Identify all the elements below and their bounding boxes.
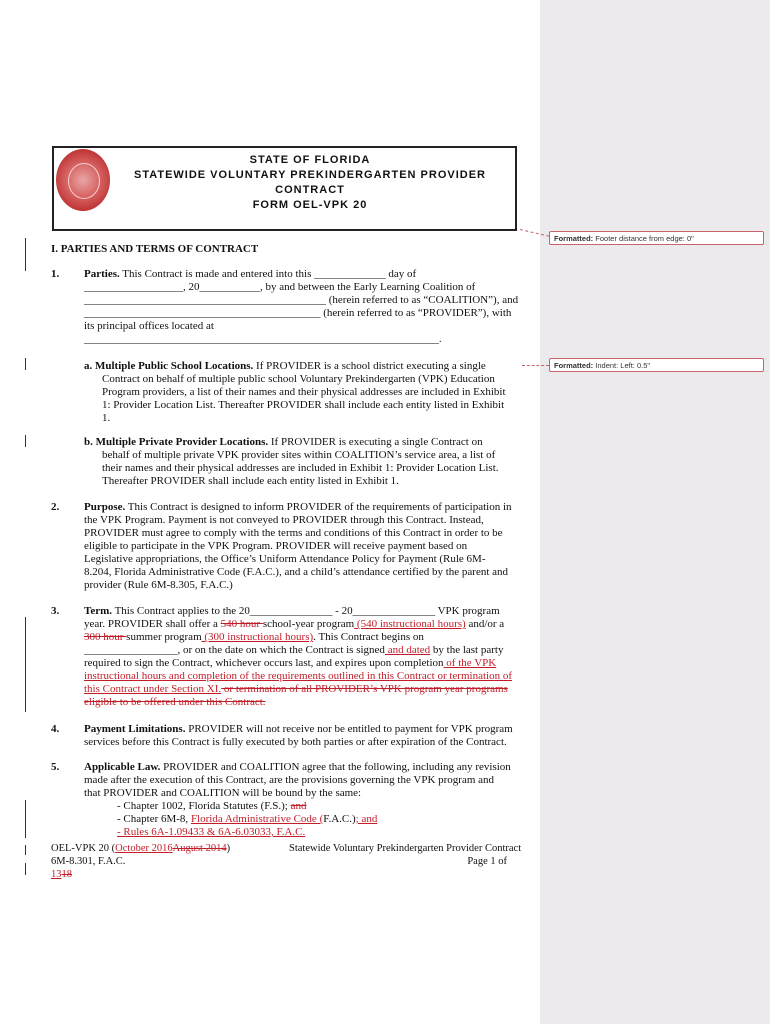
text-run: PROVIDER and COALITION agree that the following, including any revision bbox=[160, 761, 511, 773]
law-para bbox=[84, 761, 511, 774]
text-run: August 2014 bbox=[172, 843, 227, 854]
text-run: This Contract applies to the 20_______________ - 20_______________ VPK program bbox=[112, 605, 500, 617]
header-state: STATE OF FLORIDA bbox=[249, 154, 371, 166]
purpose-para: the VPK Program. Payment is not conveyed to PROVIDER through this Contract. Instead, bbox=[84, 514, 484, 526]
term-para bbox=[84, 644, 503, 657]
header-program: STATEWIDE VOLUNTARY PREKINDERGARTEN PROVIDER bbox=[133, 169, 487, 181]
change-bar bbox=[25, 617, 26, 712]
text-run: school-year program bbox=[262, 618, 355, 630]
text-run: 18 bbox=[61, 869, 72, 880]
change-bar bbox=[25, 800, 26, 838]
text-run: . This Contract begins on bbox=[313, 631, 424, 643]
text-run: and/or a bbox=[465, 618, 505, 630]
text-run: and bbox=[290, 800, 307, 812]
item-number: 4. bbox=[51, 723, 60, 735]
footer-page-total bbox=[51, 868, 72, 881]
change-bar bbox=[25, 435, 26, 447]
law-para: made after the execution of this Contract, are the provisions governing the VPK program and bbox=[84, 774, 495, 786]
text-run: - Chapter 6M-8, bbox=[117, 813, 191, 825]
term-para bbox=[84, 670, 512, 683]
change-bar bbox=[25, 845, 26, 855]
footer-rule: 6M-8.301, F.A.C. bbox=[51, 856, 126, 867]
section-heading: I. PARTIES AND TERMS OF CONTRACT bbox=[51, 243, 259, 255]
text-run: This Contract is designed to inform PROVIDER of the requirements of participation in bbox=[125, 501, 512, 513]
private-provider-para bbox=[84, 436, 483, 449]
parties-line: __________________, 20___________, by and between the Early Learning Coalition of bbox=[84, 281, 476, 293]
text-run: _________________, or on the date on which the Contract is signed bbox=[84, 644, 385, 656]
purpose-para: 8.204, Florida Administrative Code (F.A.C.), and a child’s attendance certified by the parent and bbox=[84, 566, 509, 578]
text-run: year. PROVIDER shall offer a bbox=[84, 618, 221, 630]
text-run: OEL-VPK 20 ( bbox=[51, 843, 116, 854]
parties-line: _______________________________________________________________________. bbox=[84, 334, 442, 345]
item-number: 1. bbox=[51, 268, 60, 280]
parties-line: ____________________________________________ (herein referred to as “COALITION”), and bbox=[84, 294, 519, 306]
text-run: 13 bbox=[51, 869, 62, 880]
item-number: 5. bbox=[51, 761, 60, 773]
text-run: F.A.C.) bbox=[323, 813, 356, 825]
text-run: a. Multiple Public School Locations. bbox=[84, 360, 254, 372]
text-run: ; and bbox=[355, 813, 378, 825]
public-school-para bbox=[84, 360, 486, 373]
parties-line: its principal offices located at bbox=[84, 320, 214, 332]
text-run: eligible to be offered under this Contract. bbox=[84, 696, 266, 708]
item-number: 3. bbox=[51, 605, 60, 617]
purpose-para: Legislative appropriations, the Office’s Uniform Attendance Policy for Payment (Rule 6M- bbox=[84, 553, 486, 565]
text-run: Florida Administrative Code ( bbox=[190, 813, 324, 825]
text-run: October 2016 bbox=[115, 843, 173, 854]
text-run: required to sign the Contract, whichever occurs last, and expires upon completion bbox=[84, 657, 444, 669]
law-list-item bbox=[117, 800, 306, 813]
text-run: Footer distance from edge: 0" bbox=[595, 234, 694, 243]
comment-margin-pane bbox=[540, 0, 770, 1024]
private-provider-para: behalf of multiple private VPK provider sites within COALITION’s service area, a list of bbox=[102, 449, 496, 461]
text-run: b. Multiple Private Provider Locations. bbox=[84, 436, 269, 448]
law-list-item bbox=[117, 813, 377, 826]
text-run: Parties. bbox=[84, 268, 120, 280]
comment-connector bbox=[522, 365, 549, 366]
public-school-para: 1: Provider Location List. Thereafter PROVIDER shall include each entity listed in Exhibit bbox=[102, 399, 505, 411]
text-run: If PROVIDER is a school district executing a single bbox=[253, 360, 486, 372]
text-run: (540 instructional hours) bbox=[354, 618, 466, 630]
text-run: Term. bbox=[84, 605, 113, 617]
change-bar bbox=[25, 238, 26, 271]
text-run: Indent: Left: 0.5" bbox=[595, 361, 651, 370]
term-para bbox=[84, 618, 504, 631]
purpose-para: PROVIDER must agree to comply with the terms and conditions of this Contract in order to be bbox=[84, 527, 503, 539]
text-run: instructional hours and completion of the requirements outlined in this Contract or termination of bbox=[84, 670, 512, 682]
text-run: If PROVIDER is executing a single Contract on bbox=[268, 436, 483, 448]
footer-form-version bbox=[51, 842, 230, 855]
text-run: ) bbox=[226, 843, 231, 854]
payment-para bbox=[84, 723, 513, 736]
text-run: this Contract under Section XI. bbox=[84, 683, 222, 695]
text-run: of the VPK bbox=[443, 657, 497, 669]
term-para bbox=[84, 605, 500, 618]
private-provider-para: their names and their physical addresses are included in Exhibit 1: Provider Location List. bbox=[102, 462, 499, 474]
law-list-item bbox=[117, 826, 305, 839]
parties-line bbox=[84, 268, 416, 281]
purpose-para: provider (Rule 6M-8.305, F.A.C.) bbox=[84, 579, 233, 591]
text-run: (300 instructional hours) bbox=[201, 631, 314, 643]
footer-page-number: Page 1 of bbox=[467, 856, 507, 867]
comment-balloon[interactable]: Formatted: Footer distance from edge: 0" bbox=[549, 231, 764, 245]
law-para: that PROVIDER and COALITION will be bound by the same: bbox=[84, 787, 362, 799]
text-run: PROVIDER will not receive nor be entitled to payment for VPK program bbox=[185, 723, 513, 735]
header-form-id: FORM OEL-VPK 20 bbox=[252, 199, 368, 211]
term-para bbox=[84, 696, 266, 709]
text-run: summer program bbox=[126, 631, 202, 643]
change-bar bbox=[25, 863, 26, 875]
text-run: by the last party bbox=[430, 644, 504, 656]
text-run: or termination of all PROVIDER’s VPK program year programs bbox=[221, 683, 508, 695]
purpose-para bbox=[84, 501, 512, 514]
item-number: 2. bbox=[51, 501, 60, 513]
term-para bbox=[84, 683, 508, 696]
purpose-para: eligible to participate in the VPK Program. PROVIDER will receive payment based on bbox=[84, 540, 468, 552]
text-run: This Contract is made and entered into this _____________ day of bbox=[119, 268, 417, 280]
footer-title: Statewide Voluntary Prekindergarten Provider Contract bbox=[289, 843, 522, 854]
text-run: 540 hour bbox=[220, 618, 263, 630]
payment-para: services before this Contract is fully executed by both parties or after expiration of the Contract. bbox=[84, 736, 507, 748]
header-contract: CONTRACT bbox=[275, 184, 345, 196]
text-run: - Rules 6A-1.09433 & 6A-6.03033, F.A.C. bbox=[117, 826, 306, 838]
change-bar bbox=[25, 358, 26, 370]
text-run: 300 hour bbox=[84, 631, 127, 643]
florida-state-seal bbox=[56, 149, 110, 211]
private-provider-para: Thereafter PROVIDER shall include each entity listed in Exhibit 1. bbox=[102, 475, 399, 487]
text-run: Payment Limitations. bbox=[84, 723, 186, 735]
public-school-para: Contract on behalf of multiple public school Voluntary Prekindergarten (VPK) Education bbox=[102, 373, 495, 385]
public-school-para: Program providers, a list of their names and their physical addresses are included in Exhibit bbox=[102, 386, 506, 398]
term-para bbox=[84, 657, 496, 670]
text-run: - Chapter 1002, Florida Statutes (F.S.); bbox=[117, 800, 291, 812]
public-school-para: 1. bbox=[102, 412, 111, 424]
parties-line: ___________________________________________ (herein referred to as “PROVIDER”), with bbox=[84, 307, 512, 319]
text-run: and dated bbox=[384, 644, 431, 656]
text-run: Purpose. bbox=[84, 501, 126, 513]
text-run: Applicable Law. bbox=[84, 761, 161, 773]
term-para bbox=[84, 631, 424, 644]
comment-balloon[interactable]: Formatted: Indent: Left: 0.5" bbox=[549, 358, 764, 372]
